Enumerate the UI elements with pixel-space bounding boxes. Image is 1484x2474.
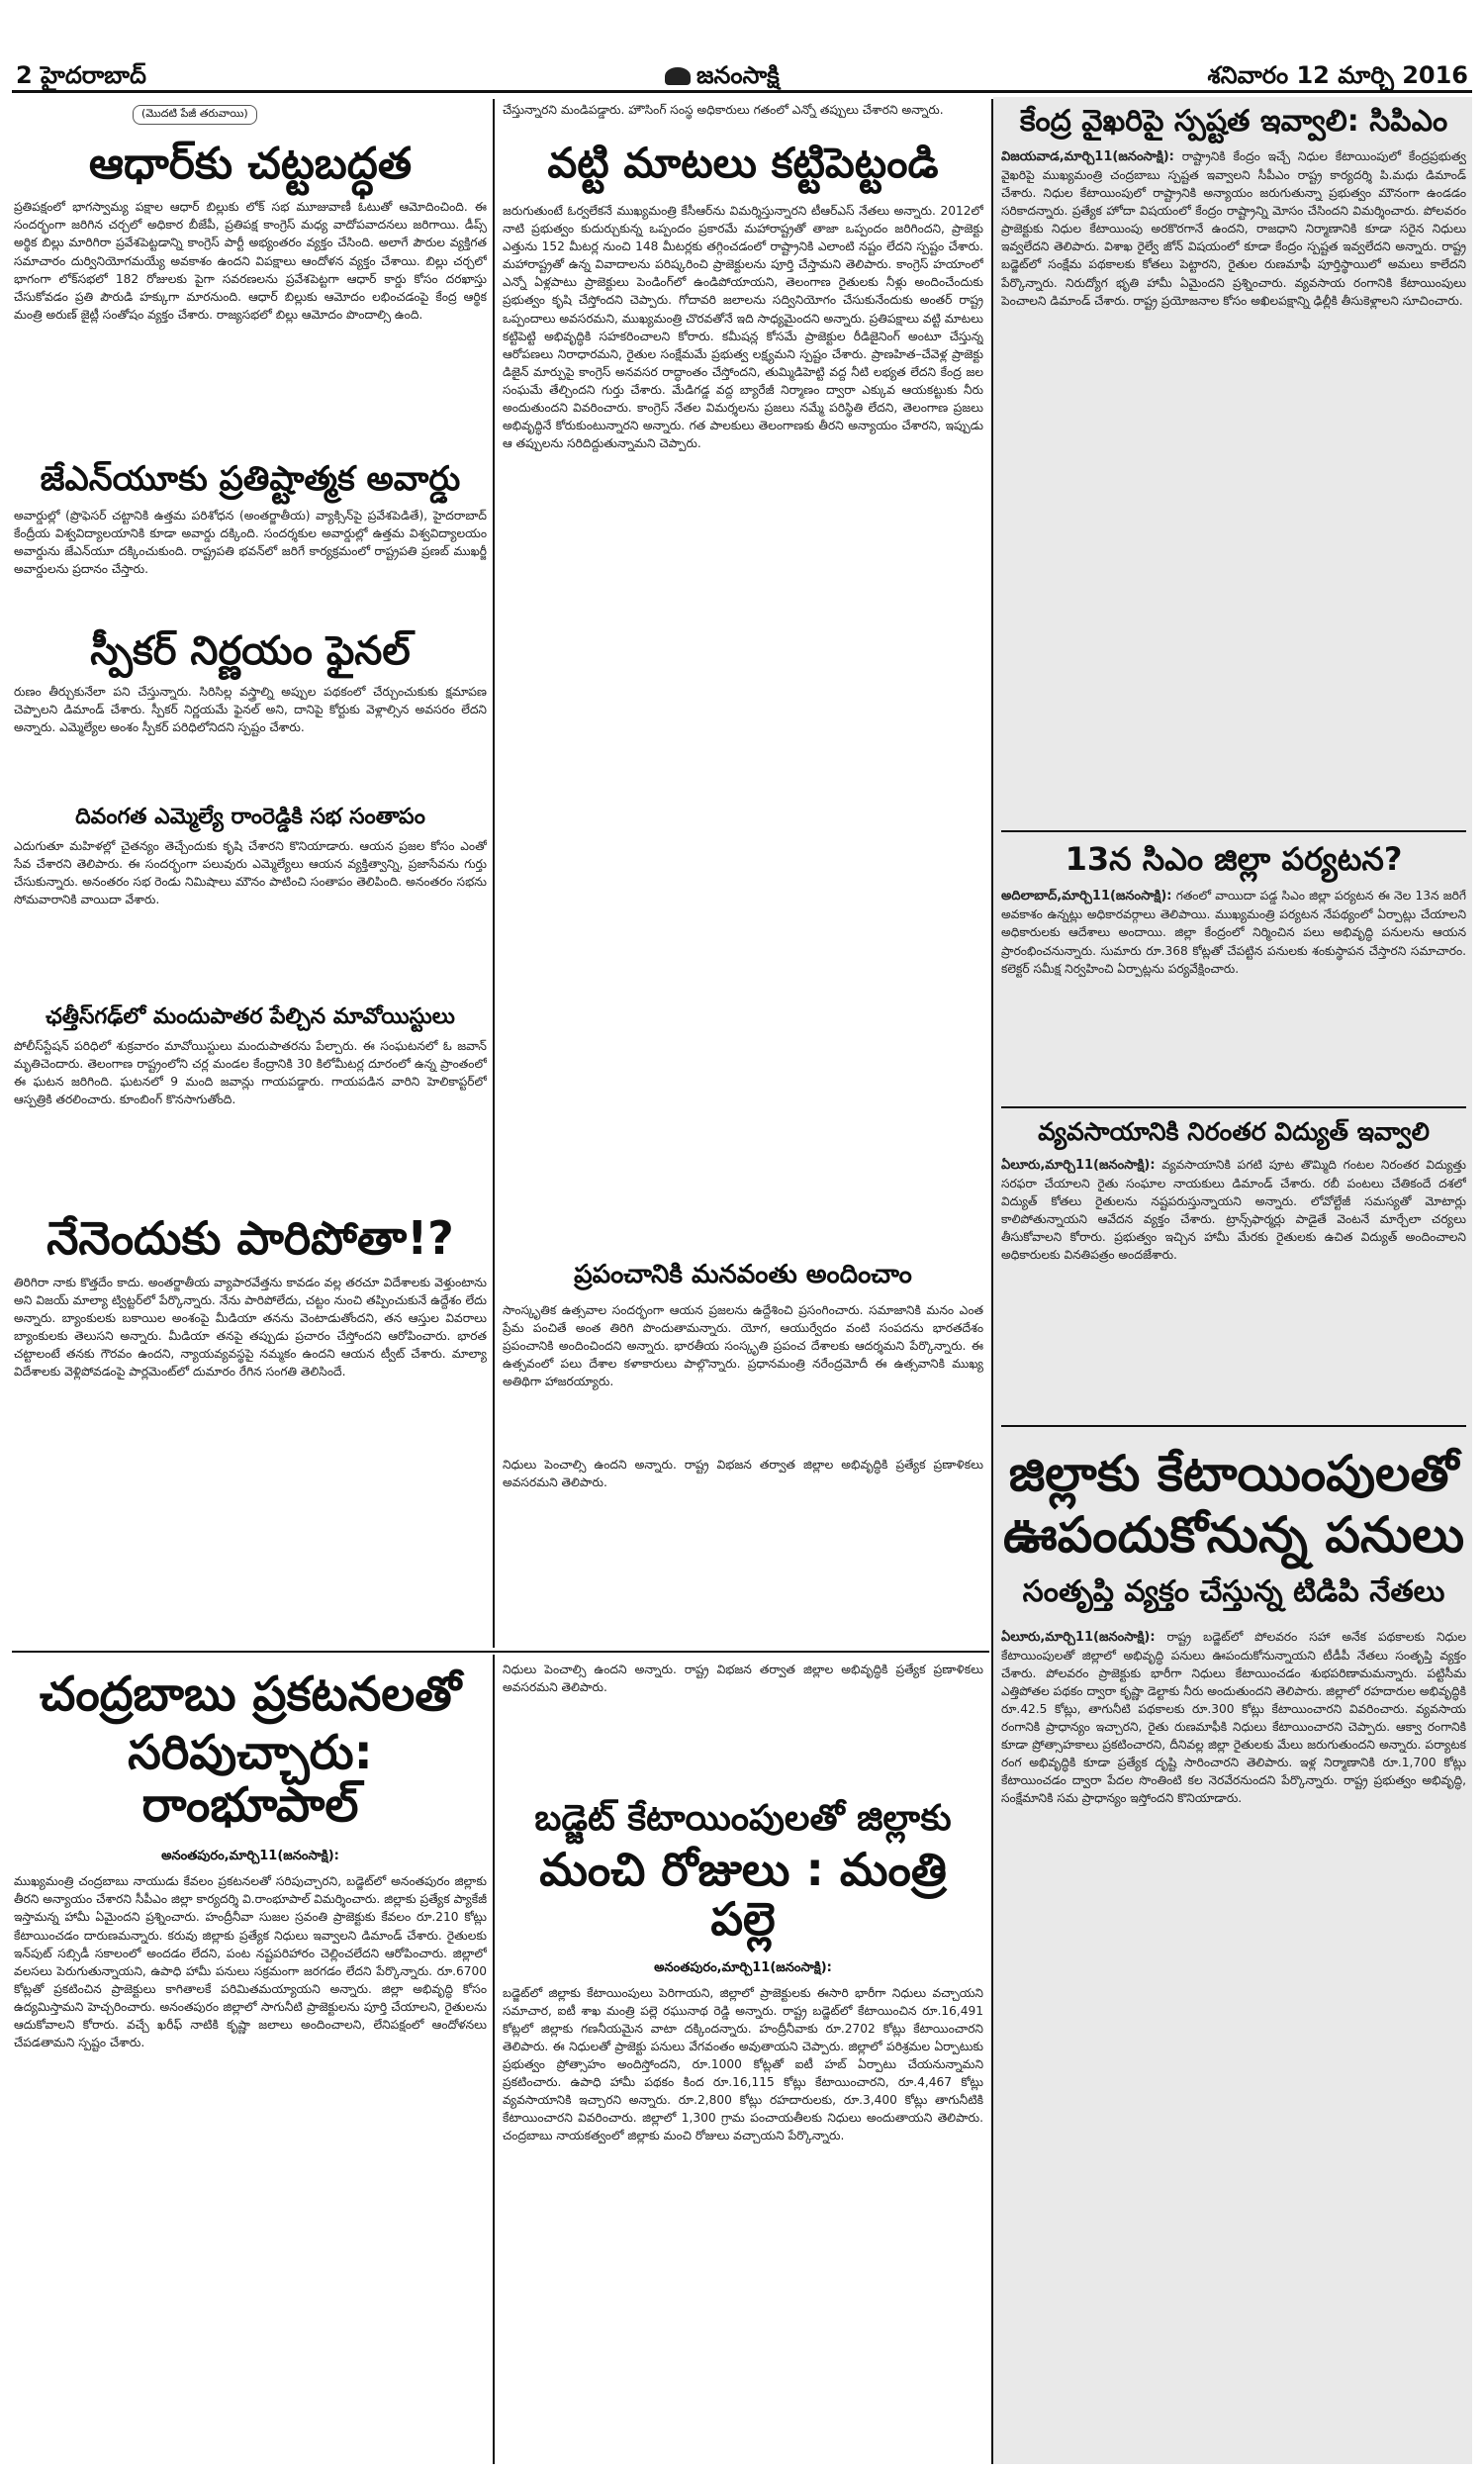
- bottom-left-article: [14, 1661, 487, 2460]
- districts-headline: జిల్లాకు కేటాయింపులతో ఊపందుకోనున్న పనులు: [1002, 1444, 1465, 1565]
- districts-kicker: సంతృప్తి వ్యక్తం చేస్తున్న టిడిపి నేతలు: [1022, 1573, 1445, 1609]
- mallya-headline: నేనెందుకు పారిపోతా!?: [46, 1211, 454, 1266]
- rambhupal-article-body: ముఖ్యమంత్రి చంద్రబాబు నాయుడు కేవలం ప్రకటనలతో సరిపుచ్చారని, బడ్జెట్‌లో అనంతపురం జిల్లాకు తీరని అన్యాయం చేశారని సీపీఎం జిల్లా కార్యదర్శి వి.రాంభూపాల్‌ విమర్శించారు. జిల్లాకు ప్రత్యేక ప్యాకేజీ ఇస్తామన్న హామీ ఏమైందని ప్రశ్నించారు. హంద్రీనీవా సుజల స్రవంతి ప్రాజెక్టుకు కేవలం రూ.210 కోట్లు కేటాయించడం దారుణమన్నారు. కరువు జిల్లాకు ప్రత్యేక నిధులు ఇవ్వాలని డిమాండ్‌ చేశారు. రైతులకు ఇన్‌పుట్‌ సబ్సిడీ సకాలంలో అందడం లేదని, పంట నష్టపరిహారం చెల్లించలేదని ఆరోపించారు. జిల్లాలో వలసలు పెరుగుతున్నాయని, ఉపాధి హామీ పనులు సక్రమంగా జరగడం లేదని పేర్కొన్నారు. రూ.6700 కోట్లతో ప్రకటించిన ప్రాజెక్టులు కాగితాలకే పరిమితమయ్యాయని అన్నారు. జిల్లా అభివృద్ధి కోసం ఉద్యమిస్తామని హెచ్చరించారు. అనంతపురం జిల్లాలో సాగునీటి ప్రాజెక్టులను పూర్తి చేయాలని, రైతులను ఆదుకోవాలని కోరారు. వచ్చే ఖరీఫ్‌ నాటికి కృష్ణా జలాలు అందించాలని, లేనిపక్షంలో ఆందోళనలు చేపడతామని స్పష్టం చేశారు.: [14, 1874, 487, 2049]
- speaker-article-body: రుణం తీర్చుకునేలా పని చేస్తున్నారు. సిరిసిల్ల వస్త్రాల్ని అప్పుల పథకంలో చేర్చుంచుకుకు క్షమాపణ చెప్పాలని డిమాండ్‌ చేశారు. స్పీకర్‌ నిర్ణయమే ఫైనల్‌ అని, దానిపై కోర్టుకు వెళ్లాల్సిన అవసరం లేదని అన్నారు. ఎమ్మెల్యేల అంశం స్పీకర్‌ పరిధిలోనిదని స్పష్టం చేశారు.: [14, 684, 487, 734]
- cm-tour-dateline: అదిలాబాద్‌,మార్చి11(జనంసాక్షి):: [1001, 889, 1172, 904]
- continued-tag: (మొదటి పేజీ తరువాయి): [133, 105, 257, 125]
- rambhupal-headline-line1: చంద్రబాబు ప్రకటనలతో: [39, 1666, 462, 1722]
- section-divider: [1001, 830, 1466, 832]
- world-headline: ప్రపంచానికి మనవంతు అందించాం: [574, 1260, 912, 1290]
- cpm-dateline: విజయవాడ,మార్చి11(జనంసాక్షి):: [1001, 149, 1174, 164]
- mallya-article-body: తిరిగిరా నాకు కొత్తదేం కాదు. అంతర్జాతీయ వ్యాపారవేత్తను కావడం వల్ల తరచూ విదేశాలకు వెళ్తుంటాను అని విజయ్‌ మాల్యా ట్విట్టర్‌లో పేర్కొన్నారు. నేను పారిపోలేదు, చట్టం నుంచి తప్పించుకునే ఉద్దేశం లేదు అన్నారు. బ్యాంకులకు బకాయిల అంశంపై మీడియా తనను వెంటాడుతోందని, తన ఆస్తుల వివరాలు బ్యాంకులకు తెలుసని అన్నారు. మీడియా తనపై తప్పుడు ప్రచారం చేస్తోందని ఆరోపించారు. భారత చట్టాలంటే తనకు గౌరవం ఉందని, న్యాయవ్యవస్థపై నమ్మకం ఉందని ఆయన ట్వీట్‌ చేశారు. మాల్యా విదేశాలకు వెళ్లిపోవడంపై పార్లమెంట్‌లో దుమారం రేగిన సంగతి తెలిసిందే.: [14, 1275, 487, 1379]
- palle-dateline: అనంతపురం,మార్చి11(జనంసాక్షి):: [654, 1959, 832, 1975]
- continued-text-bottom: నిధులు పెంచాల్సి ఉందని అన్నారు. రాష్ట్ర విభజన తర్వాత జిల్లాల అభివృద్ధికి ప్రత్యేక ప్రణాళికలు అవసరమని తెలిపారు.: [503, 1457, 983, 1489]
- aadhar-article-body: ప్రతిపక్షంలో భాగస్వామ్య పక్షాల ఆధార్‌ బిల్లుకు లోక్‌ సభ మూజువాణీ ఓటుతో ఆమోదించింది. ఈ సందర్భంగా జరిగిన చర్చలో అధికార బీజేపీ, ప్రతిపక్ష కాంగ్రెస్‌ మధ్య వాదోపవాదనలు జరిగాయి. డీప్స్‌ అర్థిక బిల్లు మారిగిరా ప్రవేశపెట్టడాన్ని కాంగ్రెస్‌ పార్టీ అభ్యంతరం వ్యక్తం చేసింది. అలాగే పౌరుల వ్యక్తిగత సమాచారం దుర్వినియోగమయ్యే అవకాశం ఉందని విపక్షాలు ఆందోళన వ్యక్తం చేశాయి. బిల్లు చర్చలో భాగంగా లోక్‌సభలో 182 రోజులకు పైగా సవరణలను ప్రవేశపెట్టగా ఆధార్‌ కార్డు కోసం దరఖాస్తు చేసుకోవడం ప్రతి పౌరుడి హక్కుగా మారనుంది. ఆధార్‌ బిల్లుకు ఆమోదం లభించడంపై కేంద్ర ఆర్థిక మంత్రి అరుణ్‌ జైట్లీ సంతోషం వ్యక్తం చేశారు. రాజ్యసభలో బిల్లు ఆమోదం పొందాల్సి ఉంది.: [14, 200, 487, 322]
- middle-column: [503, 101, 983, 1645]
- continued-text-top: చేస్తున్నారని మండిపడ్డారు. హౌసింగ్‌ సంస్థ అధికారులు గతంలో ఎన్నో తప్పులు చేశారని అన్నారు.: [503, 103, 944, 117]
- cm-tour-article: [1001, 887, 1466, 1096]
- jnu-article-body: అవార్డుల్లో (ప్రొఫెసర్‌ చట్టానికి ఉత్తమ పరిశోధన (అంతర్జాతీయ) వ్యాక్సిన్‌పై ప్రవేశపెడితే), హైదరాబాద్‌ కేంద్రీయ విశ్వవిద్యాలయానికి కూడా అవార్డు దక్కింది. సందర్శకుల అవార్డుల్లో ఉత్తమ విశ్వవిద్యాలయం అవార్డును జేఎన్‌యూ దక్కించుకుంది. రాష్ట్రపతి భవన్‌లో జరిగే కార్యక్రమంలో రాష్ట్రపతి ప్రణబ్‌ ముఖర్జీ అవార్డులను ప్రదానం చేస్తారు.: [14, 508, 487, 576]
- column-divider: [493, 1655, 495, 2464]
- power-article-body: వ్యవసాయానికి పగటి పూట తొమ్మిది గంటల నిరంతర విద్యుత్తు సరఫరా చేయాలని రైతు సంఘాల నాయకులు డిమాండ్‌ చేశారు. రబీ పంటలు చేతికందే దశలో విద్యుత్‌ కోతలు రైతులను నష్టపరుస్తున్నాయని అన్నారు. లోవోల్టేజీ సమస్యతో మోటార్లు కాలిపోతున్నాయని ఆవేదన వ్యక్తం చేశారు. ట్రాన్స్‌ఫార్మర్లు పాడైతే వెంటనే మార్చేలా చర్యలు తీసుకోవాలని కోరారు. ప్రభుత్వం ఇచ్చిన హామీ మేరకు రైతులకు ఉచిత విద్యుత్‌ అందించాలని అధికారులకు వినతిపత్రం అందజేశారు.: [1001, 1157, 1466, 1263]
- cpm-article: [1001, 147, 1466, 820]
- palle-article-body: బడ్జెట్‌లో జిల్లాకు కేటాయింపులు పెరిగాయని, జిల్లాలో ప్రాజెక్టులకు ఈసారి భారీగా నిధులు వచ్చాయని సమాచార, ఐటీ శాఖ మంత్రి పల్లె రఘునాథ రెడ్డి అన్నారు. రాష్ట్ర బడ్జెట్‌లో కేటాయించిన రూ.16,491 కోట్లలో జిల్లాకు గణనీయమైన వాటా దక్కిందన్నారు. హంద్రీనీవాకు రూ.2702 కోట్లు కేటాయించారని తెలిపారు. ఈ నిధులతో ప్రాజెక్టు పనులు వేగవంతం అవుతాయని చెప్పారు. జిల్లాలో పరిశ్రమల ఏర్పాటుకు ప్రభుత్వం ప్రోత్సాహం అందిస్తోందని, రూ.1000 కోట్లతో ఐటీ హబ్‌ ఏర్పాటు చేయనున్నామని ప్రకటించారు. ఉపాధి హామీ పథకం కింద రూ.16,115 కోట్లు కేటాయించారని, రూ.4,467 కోట్లు వ్యవసాయానికి ఇచ్చారని అన్నారు. రూ.2,800 కోట్లు రహదారులకు, రూ.3,400 కోట్లు తాగునీటికి కేటాయించారని వివరించారు. జిల్లాలో 1,300 గ్రామ పంచాయతీలకు నిధులు అందుతాయని తెలిపారు. చంద్రబాబు నాయకత్వంలో జిల్లాకు మంచి రోజులు వచ్చాయని పేర్కొన్నారు.: [503, 1985, 983, 2143]
- maoists-article-body: పోలీస్‌స్టేషన్‌ పరిధిలో శుక్రవారం మావోయిస్టులు మందుపాతరను పేల్చారు. ఈ సంఘటనలో ఓ జవాన్‌ మృతిచెందారు. తెలంగాణ రాష్ట్రంలోని చర్ల మండల కేంద్రానికి 30 కిలోమీటర్ల దూరంలో ఉన్న ప్రాంతంలో ఈ ఘటన జరిగింది. ఘటనలో 9 మంది జవాన్లు గాయపడ్డారు. గాయపడిన వారిని హెలికాప్టర్‌లో ఆస్పత్రికి తరలించారు. కూంబింగ్‌ కొనసాగుతోంది.: [14, 1039, 487, 1107]
- districts-article: [1001, 1628, 1466, 2380]
- cpm-article-body: రాష్ట్రానికి కేంద్రం ఇచ్చే నిధుల కేటాయింపులో కేంద్రప్రభుత్వ వైఖరిపై ముఖ్యమంత్రి చంద్రబాబు స్పష్టత ఇవ్వాలని సీపీఎం రాష్ట్ర కార్యదర్శి పి.మధు డిమాండ్‌ చేశారు. నిధుల కేటాయింపులో రాష్ట్రానికి అన్యాయం జరుగుతున్నా ప్రభుత్వం మౌనంగా ఉండడం సరికాదన్నారు. ప్రత్యేక హోదా విషయంలో కేంద్రం రాష్ట్రాన్ని మోసం చేసిందని విమర్శించారు. పోలవరం ప్రాజెక్టుకు నిధుల కేటాయింపు అరకొరగానే ఉందని, రాజధాని నిర్మాణానికి కూడా సరైన నిధులు ఇవ్వలేదని తెలిపారు. విశాఖ రైల్వే జోన్‌ విషయంలో కూడా కేంద్రం స్పష్టత ఇవ్వలేదని అన్నారు. రాష్ట్ర బడ్జెట్‌లో సంక్షేమ పథకాలకు కోతలు పెట్టారని, రైతుల రుణమాఫీ పూర్తిస్థాయిలో అమలు కాలేదని పేర్కొన్నారు. నిరుద్యోగ భృతి హామీ ఏమైందని ప్రశ్నించారు. వ్యవసాయ రంగానికి కేటాయింపులు పెంచాలని డిమాండ్‌ చేశారు. రాష్ట్ర ప్రయోజనాల కోసం అఖిలపక్షాన్ని ఢిల్లీకి తీసుకెళ్లాలని సూచించారు.: [1001, 149, 1466, 308]
- cm-tour-article-body: గతంలో వాయిదా పడ్డ సిఎం జిల్లా పర్యటన ఈ నెల 13న జరిగే అవకాశం ఉన్నట్లు అధికారవర్గాలు తెలిపాయి. ముఖ్యమంత్రి పర్యటన నేపథ్యంలో ఏర్పాట్లు చేయాలని అధికారులకు ఆదేశాలు అందాయి. జిల్లా కేంద్రంలో నిర్మించిన పలు అభివృద్ధి పనులను ఆయన ప్రారంభించనున్నారు. సుమారు రూ.368 కోట్లతో చేపట్టిన పనులకు శంకుస్థాపన చేస్తారని సమాచారం. కలెక్టర్‌ సమీక్ష నిర్వహించి ఏర్పాట్లను పర్యవేక్షించారు.: [1001, 889, 1466, 976]
- power-headline: వ్యవసాయానికి నిరంతర విద్యుత్‌ ఇవ్వాలి: [1038, 1117, 1430, 1147]
- districts-article-body: రాష్ట్ర బడ్జెట్‌లో పోలవరం సహా అనేక పథకాలకు నిధుల కేటాయింపులతో జిల్లాలో అభివృద్ధి పనులు ఊపందుకోనున్నాయని టీడీపీ నేతలు సంతృప్తి వ్యక్తం చేశారు. పోలవరం ప్రాజెక్టుకు భారీగా నిధులు కేటాయించడం శుభపరిణామమన్నారు. పట్టిసీమ ఎత్తిపోతల పథకం ద్వారా కృష్ణా డెల్టాకు నీరు అందుతుందని తెలిపారు. జిల్లాలో రహదారుల అభివృద్ధికి రూ.42.5 కోట్లు, తాగునీటి పథకాలకు రూ.300 కోట్లు కేటాయించారని వివరించారు. వ్యవసాయ రంగానికి ప్రాధాన్యం ఇచ్చారని, రైతు రుణమాఫీకి నిధులు కేటాయించారని చెప్పారు. ఆక్వా రంగానికి కూడా ప్రోత్సాహకాలు ప్రకటించారని, దీనివల్ల జిల్లా రైతులకు మేలు జరుగుతుందని అన్నారు. పర్యాటక రంగ అభివృద్ధికి కూడా ప్రత్యేక దృష్టి సారించారని తెలిపారు. ఇళ్ల నిర్మాణానికి రూ.1,700 కోట్లు కేటాయించడం ద్వారా పేదల సొంతింటి కల నెరవేరనుందని పేర్కొన్నారు. రాష్ట్ర ప్రభుత్వం అభివృద్ధి, సంక్షేమానికి సమ ప్రాధాన్యం ఇస్తోందని కొనియాడారు.: [1001, 1629, 1466, 1806]
- newspaper-title: జనంసాక్షి: [696, 61, 780, 89]
- rambhupal-dateline: అనంతపురం,మార్చి11(జనంసాక్షి):: [161, 1849, 339, 1864]
- column-divider: [991, 99, 993, 2464]
- newspaper-name: [665, 61, 780, 95]
- world-article-body: సాంస్కృతిక ఉత్సవాల సందర్భంగా ఆయన ప్రజలను ఉద్దేశించి ప్రసంగించారు. సమాజానికి మనం ఎంత ప్రేమ పంచితే అంత తిరిగి పొందుతామన్నారు. యోగ, ఆయుర్వేదం వంటి సంపదను భారతదేశం ప్రపంచానికి అందించిందని అన్నారు. భారతీయ సంస్కృతి ప్రపంచ దేశాలకు ఆదర్శమని పేర్కొన్నారు. ఈ ఉత్సవంలో పలు దేశాల కళాకారులు పాల్గొన్నారు. ప్రధానమంత్రి నరేంద్రమోదీ ఈ ఉత్సవానికి ముఖ్య అతిథిగా హాజరయ్యారు.: [503, 1302, 983, 1389]
- rambhupal-headline-line2: సరిపుచ్చారు: రాంభూపాల్‌: [128, 1724, 373, 1833]
- newspaper-logo-icon: [665, 67, 691, 85]
- jnu-headline: జేఎన్‌యూకు ప్రతిష్టాత్మక అవార్డు: [40, 459, 461, 500]
- condolence-article-body: ఎదుగుతూ మహిళల్లో చైతన్యం తెచ్చేందుకు కృషి చేశారని కొనియాడారు. ఆయన ప్రజల కోసం ఎంతో సేవ చేశారని తెలిపారు. ఈ సందర్భంగా పలువురు ఎమ్మెల్యేలు ఆయన వ్యక్తిత్వాన్ని, ప్రజాసేవను గుర్తు చేసుకున్నారు. అనంతరం సభ రెండు నిమిషాలు మౌనం పాటించి సంతాపం తెలిపింది. అనంతరం సభను సోమవారానికి వాయిదా వేశారు.: [14, 838, 487, 907]
- cm-tour-headline: 13న సిఎం జిల్లా పర్యటన?: [1065, 840, 1403, 878]
- bottom-middle-article: [503, 1661, 983, 2460]
- maoists-headline: ఛత్తీస్‌గఢ్‌లో మందుపాతర పేల్చిన మావోయిస్టులు: [46, 1003, 455, 1029]
- continued-text-bottom-2: నిధులు పెంచాల్సి ఉందని అన్నారు. రాష్ట్ర విభజన తర్వాత జిల్లాల అభివృద్ధికి ప్రత్యేక ప్రణాళికలు అవసరమని తెలిపారు.: [503, 1663, 983, 1695]
- masthead: [12, 57, 1472, 93]
- left-column: [14, 101, 487, 1645]
- condolence-headline: దివంగత ఎమ్మెల్యే రాంరెడ్డికి సభ సంతాపం: [75, 804, 425, 829]
- right-column: [1001, 101, 1466, 2460]
- districts-dateline: ఏలూరు,మార్చి11(జనంసాక్షి):: [1001, 1629, 1156, 1645]
- power-article: [1001, 1156, 1466, 1415]
- issue-date: శనివారం 12 మార్చి 2016: [1207, 61, 1468, 89]
- column-divider: [493, 99, 495, 1648]
- speaker-headline: స్పీకర్‌ నిర్ణయం ఫైనల్‌: [90, 627, 411, 674]
- section-divider: [1001, 1106, 1466, 1108]
- cpm-headline: కేంద్ర వైఖరిపై స్పష్టత ఇవ్వాలి: సిపిఎం: [1019, 104, 1448, 139]
- palle-headline-line2: మంచి రోజులు : మంత్రి పల్లె: [539, 1842, 947, 1947]
- section-divider: [12, 1651, 989, 1653]
- power-dateline: ఏలూరు,మార్చి11(జనంసాక్షి):: [1001, 1157, 1156, 1173]
- section-divider: [1001, 1425, 1466, 1427]
- aadhar-headline: ఆధార్‌కు చట్టబద్ధత: [88, 139, 413, 189]
- vatti-article-body: జరుగుతుంటే ఓర్వలేకనే ముఖ్యమంత్రి కేసీఆర్‌ను విమర్శిస్తున్నారని టీఆర్‌ఎస్‌ నేతలు అన్నారు. 2012లో నాటి ప్రభుత్వం కుదుర్చుకున్న ఒప్పందం ప్రకారమే మహారాష్ట్రతో తాజా ఒప్పందం జరిగిందని, ప్రాజెక్టు ఎత్తును 152 మీటర్ల నుంచి 148 మీటర్లకు తగ్గించడంలో రాష్ట్రానికి ఎలాంటి నష్టం లేదని స్పష్టం చేశారు. మహారాష్ట్రతో ఉన్న వివాదాలను పరిష్కరించి ప్రాజెక్టులను పూర్తి చేస్తామని తెలిపారు. కాంగ్రెస్‌ హయాంలో ఎన్నో ఏళ్లపాటు ప్రాజెక్టులు పెండింగ్‌లో ఉండిపోయాయని, తెలంగాణ రైతులకు నీళ్లు అందించేందుకు ప్రభుత్వం కృషి చేస్తోందని చెప్పారు. గోదావరి జలాలను సద్వినియోగం చేసుకునేందుకు అంతర్‌ రాష్ట్ర ఒప్పందాలు అవసరమని, ముఖ్యమంత్రి చొరవతోనే ఇది సాధ్యమైందని అన్నారు. ప్రతిపక్షాలు వట్టి మాటలు కట్టిపెట్టి అభివృద్ధికి సహకరించాలని కోరారు. కమీషన్ల కోసమే ప్రాజెక్టుల రీడిజైనింగ్‌ అంటూ చేస్తున్న ఆరోపణలు నిరాధారమని, రైతుల సంక్షేమమే ప్రభుత్వ లక్ష్యమని స్పష్టం చేశారు. ప్రాణహిత–చేవెళ్ల ప్రాజెక్టు డిజైన్‌ మార్పుపై కాంగ్రెస్‌ అనవసర రాద్ధాంతం చేస్తోందని, తుమ్మిడిహెట్టి వద్ద నీటి లభ్యత లేదని కేంద్ర జల సంఘమే తేల్చిందని గుర్తు చేశారు. మేడిగడ్డ వద్ద బ్యారేజీ నిర్మాణం ద్వారా ఎక్కువ ఆయకట్టుకు నీరు అందుతుందని వివరించారు. కాంగ్రెస్‌ నేతల విమర్శలను ప్రజలు నమ్మే పరిస్థితి లేదని, తెలంగాణ ప్రజలు అభివృద్ధినే కోరుకుంటున్నారని అన్నారు. గత పాలకులు తెలంగాణకు తీరని అన్యాయం చేశారని, ఇప్పుడు ఆ తప్పులను సరిదిద్దుతున్నామని చెప్పారు.: [503, 204, 983, 450]
- palle-headline-line1: బడ్జెట్‌ కేటాయింపులతో జిల్లాకు: [534, 1798, 952, 1839]
- page-number: 2 హైదరాబాద్: [16, 61, 146, 89]
- vatti-headline: వట్టి మాటలు కట్టిపెట్టండి: [547, 139, 939, 188]
